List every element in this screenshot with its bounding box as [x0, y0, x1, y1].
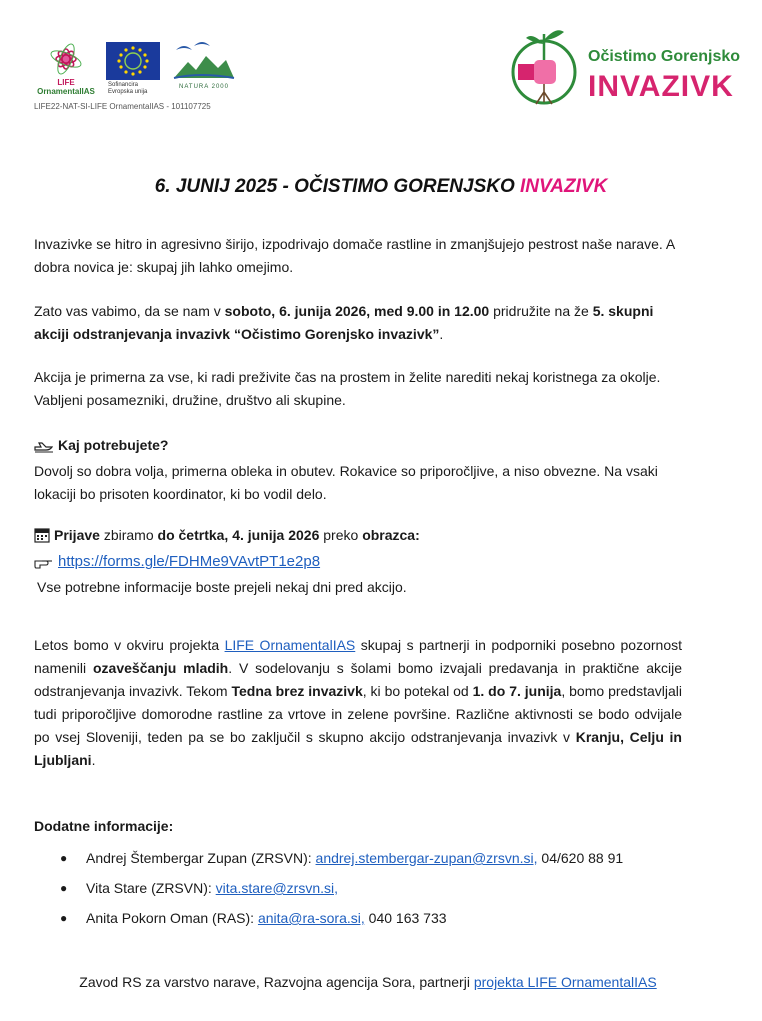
project-code: LIFE22-NAT-SI-LIFE OrnamentalIAS - 101107725 [34, 102, 211, 111]
project-text-2: skupaj s partnerji in podporniki posebno pozornost namenili [34, 637, 682, 676]
project-bold-week: Tedna brez invazivk [231, 683, 363, 699]
invite-date: soboto, 6. junija 2026, med 9.00 in 12.00 [224, 303, 490, 319]
needs-section [34, 434, 684, 506]
footer-text: Zavod RS za varstvo narave, Razvojna agencija Sora, partnerji [79, 974, 474, 990]
contact-name: Andrej Štembergar Zupan (ZRSVN): [86, 850, 316, 866]
invite-text-1: Zato vas vabimo, da se nam v [34, 303, 225, 319]
registration-form-link[interactable]: https://forms.gle/FDHMe9VAvtPT1e2p8 [58, 553, 321, 570]
contact-name: Vita Stare (ZRSVN): [86, 880, 216, 896]
needs-text: Dovolj so dobra volja, primerna obleka in obutev. Rokavice so priporočljive, a niso obvezne. Na vsaki lokaciji bo prisoten koordinator, ki bo vodil delo. [34, 463, 658, 502]
project-text-6: . [91, 752, 96, 768]
invite-event-name: 5. skupni akciji odstranjevanja invazivk “Očistimo Gorenjsko invazivk” [34, 303, 654, 342]
contacts-section [34, 818, 714, 938]
bullet-icon: ● [60, 911, 68, 925]
title-main: 6. JUNIJ 2025 - OČISTIMO GORENJSKO [154, 176, 521, 197]
eu-caption [108, 82, 168, 96]
page-title [0, 176, 762, 198]
eu-caption-line2: Evropska unija [108, 89, 148, 95]
contacts-heading: Dodatne informacije: [34, 818, 174, 834]
contact-email-link[interactable]: andrej.stembergar-zupan@zrsvn.si, [315, 850, 538, 866]
life-ornamentalias-logo [37, 40, 95, 102]
eu-caption-line1: Sofinancira [108, 82, 139, 88]
invazivk-logo [508, 22, 580, 114]
project-paragraph [34, 634, 682, 772]
title-highlight: INVAZIVK [520, 176, 608, 197]
invite-text-3: . [439, 326, 444, 342]
contact-email-link[interactable]: vita.stare@zrsvn.si, [215, 880, 339, 896]
registration-label: Prijave [54, 527, 100, 543]
project-bold-cities: Kranju, Celju in Ljubljani [34, 729, 682, 768]
registration-line [34, 524, 684, 550]
project-bold-dates: 1. do 7. junija [472, 683, 562, 699]
contact-phone: 04/620 88 91 [537, 850, 624, 866]
intro-paragraph: Invazivke se hitro in agresivno širijo, izpodrivajo domače rastline in zmanjšujejo pestrost naše narave. A dobra novica je: skupaj jih lahko omejimo. [34, 236, 675, 275]
contact-phone: 040 163 733 [364, 910, 447, 926]
registration-form-label: obrazca: [362, 527, 420, 543]
contacts-list [34, 848, 714, 938]
needs-heading: Kaj potrebujete? [58, 437, 169, 453]
invite-paragraph [34, 300, 684, 346]
registration-note: Vse potrebne informacije boste prejeli nekaj dni pred akcijo. [37, 579, 407, 595]
project-text-4: , ki bo potekal od [362, 683, 473, 699]
footer-project-link[interactable]: projekta LIFE OrnamentalIAS [473, 974, 657, 990]
hand-writing-icon [34, 437, 54, 460]
project-bold-youth: ozaveščanju mladih [93, 660, 229, 676]
brand-title: INVAZIVK [588, 70, 734, 103]
registration-text-1: zbiramo [99, 527, 158, 543]
needs-heading-row [34, 434, 684, 460]
eu-flag-logo [106, 42, 160, 80]
contact-item [34, 908, 714, 938]
registration-text-2: preko [319, 527, 363, 543]
project-text-5: , bomo predstavljali tudi priporočljive domorodne rastline za vrtove in zelene površine. Različne aktivnosti se bodo odvijale po vsej Sloveniji, teden pa se bo zaključil s skupno akcijo odstranjevanja invazivk v [34, 683, 682, 745]
bullet-icon: ● [60, 881, 68, 895]
life-logo-text: LIFE [57, 78, 75, 87]
contact-item [34, 878, 714, 908]
invite-text-2: pridružite na že [489, 303, 593, 319]
audience-paragraph: Akcija je primerna za vse, ki radi preživite čas na prostem in želite narediti nekaj koristnega za okolje. Vabljeni posamezniki, družine, društvo ali skupine. [34, 369, 661, 408]
registration-section [34, 524, 684, 599]
registration-link-row [34, 550, 684, 576]
project-text-3: . V sodelovanju s šolami bomo izvajali predavanja in praktične akcije odstranjevanja invazivk. Tekom [34, 660, 682, 699]
project-link[interactable]: LIFE OrnamentalIAS [224, 637, 356, 653]
footer [0, 974, 736, 990]
calendar-icon [34, 527, 50, 550]
natura-text: NATURA 2000 [179, 84, 229, 90]
flower-icon [42, 40, 90, 78]
contact-name: Anita Pokorn Oman (RAS): [86, 910, 258, 926]
contact-email-link[interactable]: anita@ra-sora.si, [257, 910, 365, 926]
bullet-icon: ● [60, 851, 68, 865]
project-text-1: Letos bomo v okviru projekta [34, 637, 225, 653]
contact-item [34, 848, 714, 878]
registration-deadline: do četrtka, 4. junija 2026 [157, 527, 320, 543]
natura-2000-logo [170, 38, 238, 86]
brand-subtitle: Očistimo Gorenjsko [588, 48, 741, 65]
life-logo-subtext: OrnamentalIAS [37, 87, 95, 96]
pointing-hand-icon [34, 553, 54, 576]
